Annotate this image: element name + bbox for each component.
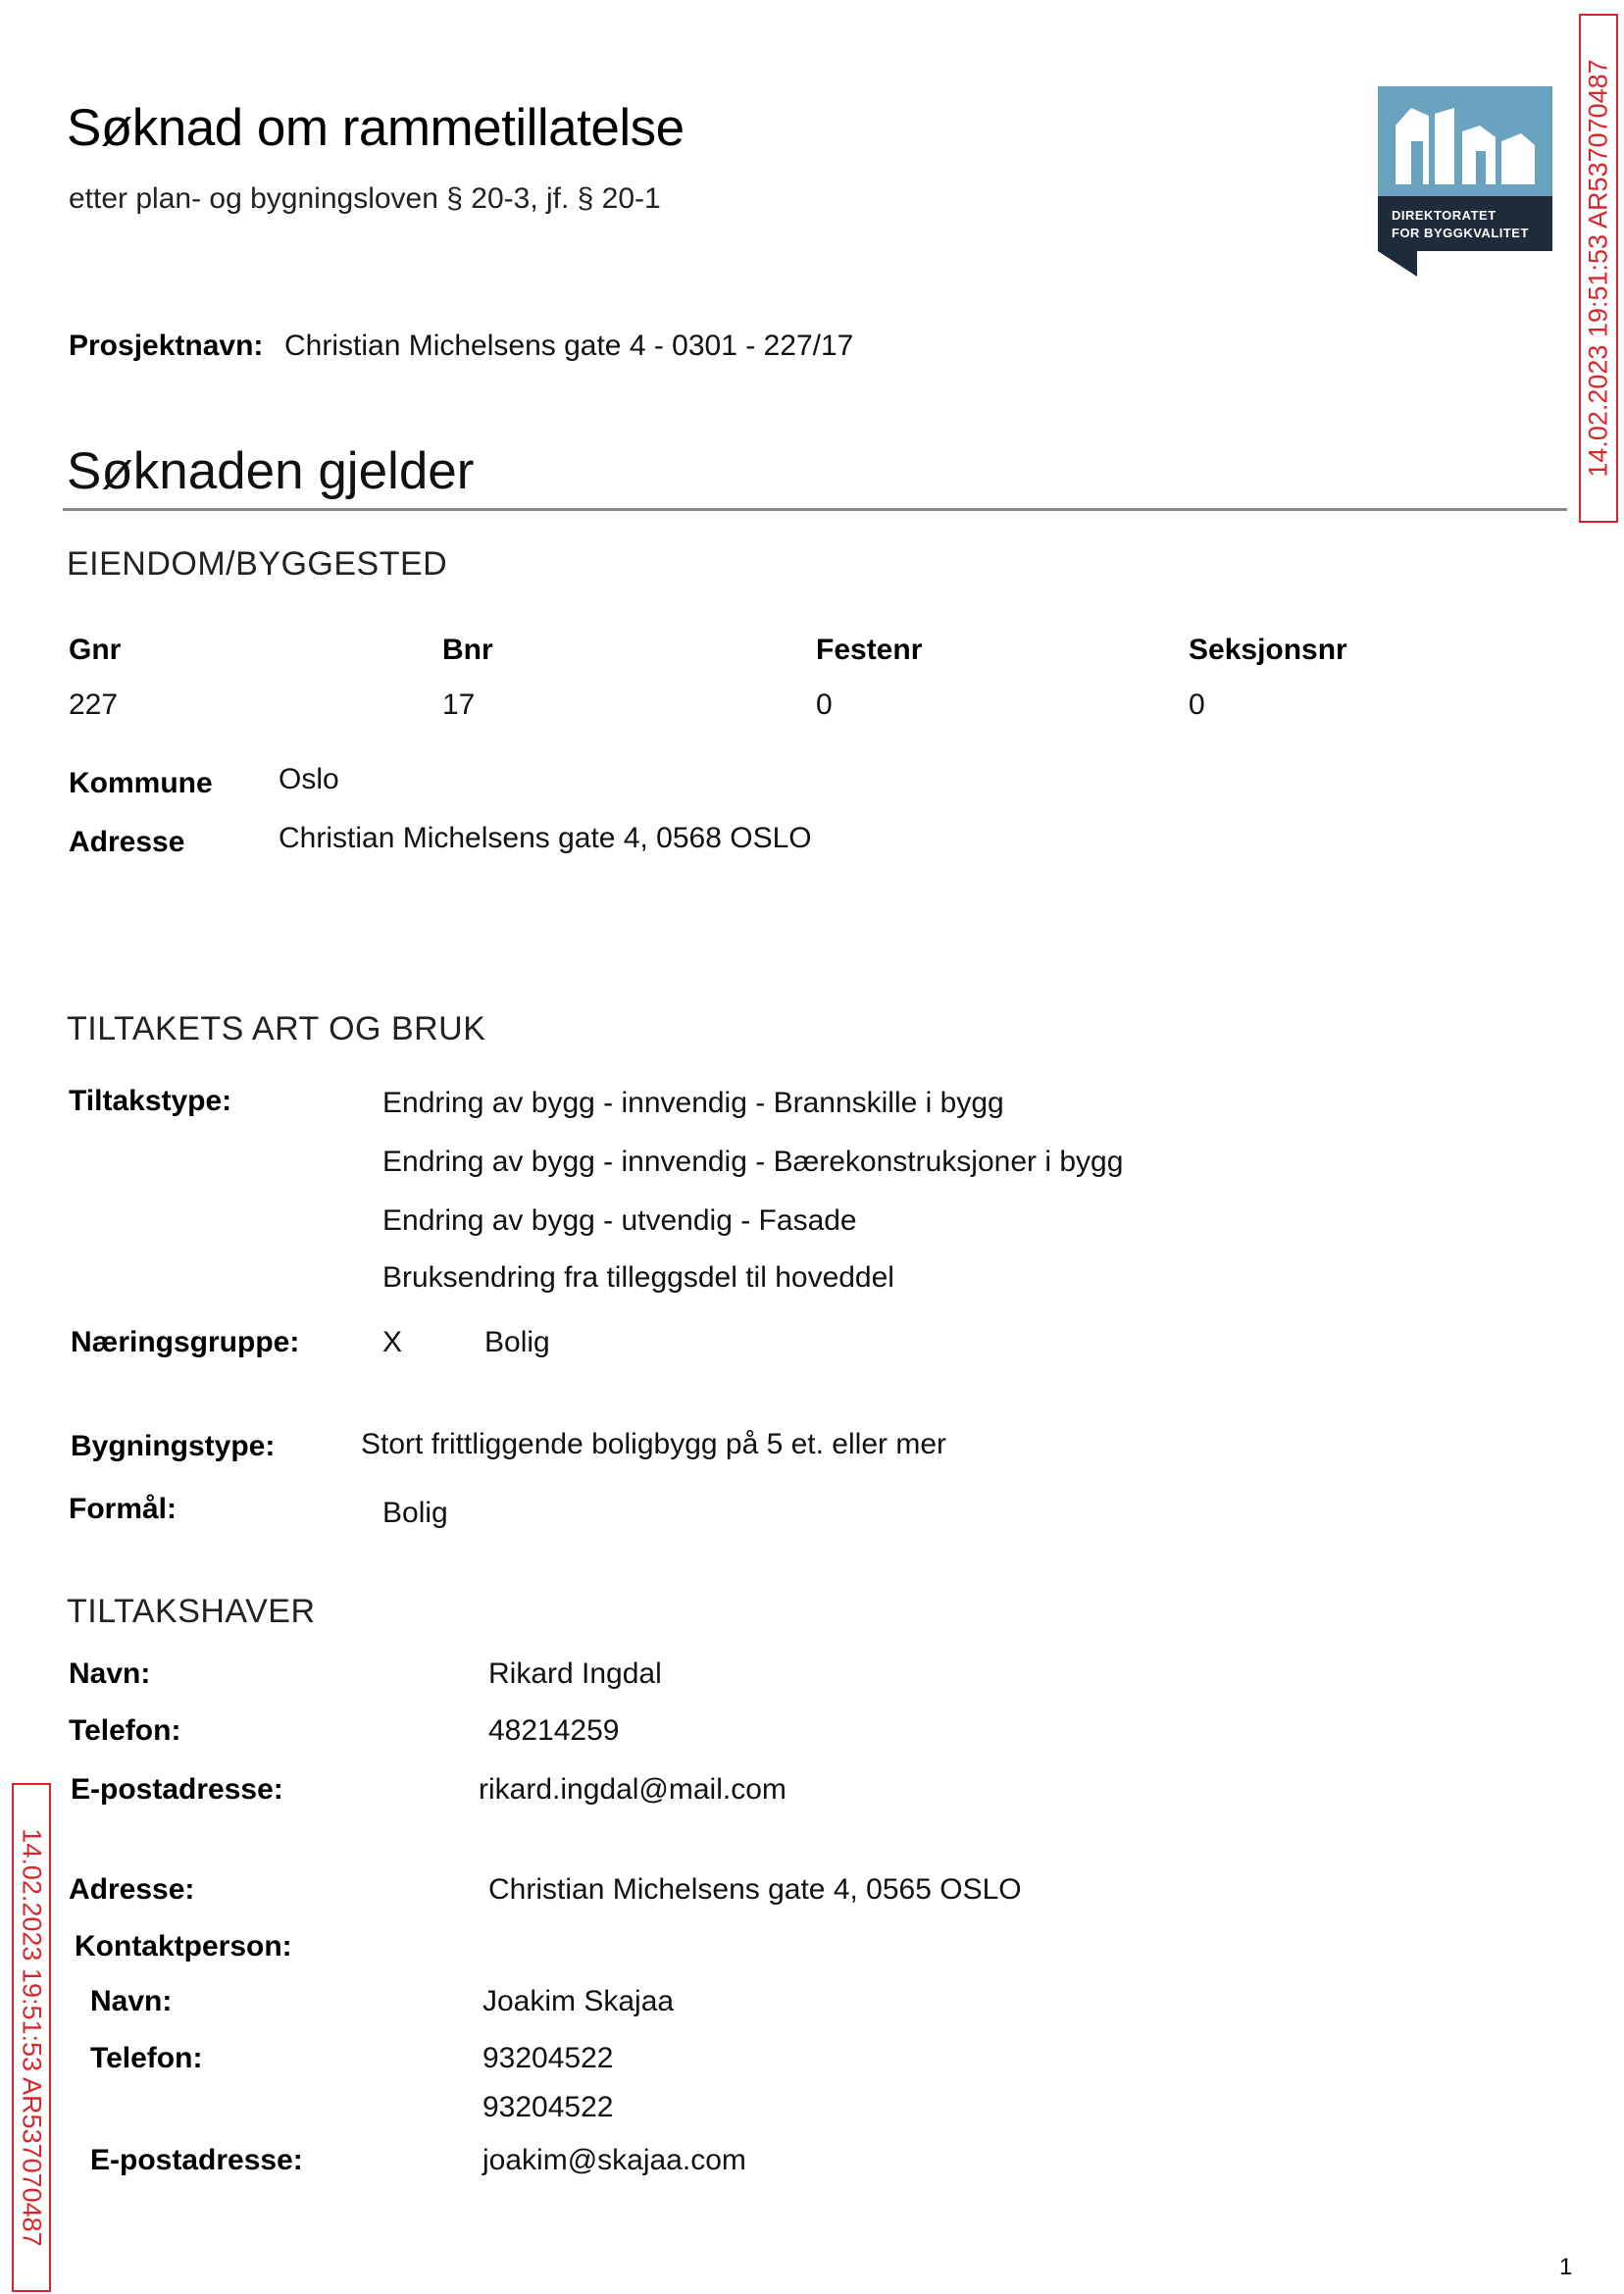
festenr-label: Festenr [816, 634, 923, 666]
tiltakshaver-telefon-label: Telefon: [69, 1714, 181, 1747]
tiltakstype-item: Endring av bygg - innvendig - Bærekonstruksjoner i bygg [382, 1146, 1124, 1178]
kontakt-telefon-value: 93204522 [482, 2042, 614, 2074]
kontakt-epost-value: joakim@skajaa.com [482, 2144, 746, 2176]
naeringsgruppe-label: Næringsgruppe: [71, 1326, 300, 1358]
formaal-label: Formål: [69, 1493, 178, 1525]
tiltakstype-item: Endring av bygg - innvendig - Brannskille i bygg [382, 1087, 1004, 1119]
naeringsgruppe-code: X [382, 1326, 403, 1358]
gnr-value: 227 [69, 688, 119, 721]
tiltakshaver-navn-label: Navn: [69, 1657, 151, 1690]
tiltakshaver-heading: TILTAKSHAVER [67, 1593, 316, 1630]
tiltakstype-label: Tiltakstype: [69, 1085, 232, 1117]
kontakt-epost-label: E-postadresse: [90, 2144, 303, 2176]
festenr-value: 0 [816, 688, 833, 721]
bygningstype-value: Stort frittliggende boligbygg på 5 et. eller mer [361, 1428, 946, 1460]
project-name-label: Prosjektnavn: [69, 330, 264, 362]
direktoratet-logo [1378, 86, 1552, 277]
dibk-logo-icon [1378, 86, 1552, 277]
naeringsgruppe-value: Bolig [484, 1326, 550, 1358]
timestamp-stamp-top [1579, 14, 1618, 523]
tiltakshaver-epost-value: rikard.ingdal@mail.com [479, 1773, 787, 1806]
kommune-value: Oslo [279, 763, 339, 795]
stamp-bottom-text: 14.02.2023 19:51:53 AR537070487 [17, 1828, 47, 2247]
section-divider [63, 508, 1567, 511]
bnr-label: Bnr [442, 634, 493, 666]
tiltakshaver-telefon-value: 48214259 [488, 1714, 620, 1747]
tiltakshaver-adresse-label: Adresse: [69, 1873, 195, 1906]
tiltakshaver-adresse-value: Christian Michelsens gate 4, 0565 OSLO [488, 1873, 1022, 1906]
page-subtitle: etter plan- og bygningsloven § 20-3, jf. § 20-1 [69, 182, 661, 215]
adresse-value: Christian Michelsens gate 4, 0568 OSLO [279, 822, 812, 854]
adresse-label: Adresse [69, 826, 185, 858]
tiltak-heading: TILTAKETS ART OG BRUK [67, 1010, 486, 1047]
property-heading: EIENDOM/BYGGESTED [67, 545, 448, 583]
bnr-value: 17 [442, 688, 476, 721]
kommune-label: Kommune [69, 767, 213, 799]
stamp-top-text: 14.02.2023 19:51:53 AR537070487 [1583, 59, 1613, 478]
section-title: Søknaden gjelder [67, 442, 475, 500]
page-number: 1 [1559, 2254, 1573, 2280]
kontakt-navn-label: Navn: [90, 1985, 173, 2017]
tiltakshaver-epost-label: E-postadresse: [71, 1773, 283, 1806]
kontakt-navn-value: Joakim Skajaa [482, 1985, 675, 2017]
project-name-value: Christian Michelsens gate 4 - 0301 - 227/17 [284, 330, 854, 362]
timestamp-stamp-bottom [12, 1783, 51, 2292]
seksjonsnr-value: 0 [1189, 688, 1205, 721]
bygningstype-label: Bygningstype: [71, 1430, 276, 1462]
logo-text-line1: DIREKTORATET [1392, 208, 1497, 223]
gnr-label: Gnr [69, 634, 122, 666]
kontakt-telefon-value-2: 93204522 [482, 2091, 614, 2123]
kontaktperson-label: Kontaktperson: [75, 1930, 292, 1963]
kontakt-telefon-label: Telefon: [90, 2042, 203, 2074]
seksjonsnr-label: Seksjonsnr [1189, 634, 1347, 666]
logo-text-line2: FOR BYGGKVALITET [1392, 226, 1529, 240]
tiltakshaver-navn-value: Rikard Ingdal [488, 1657, 662, 1690]
tiltakstype-item: Bruksendring fra tilleggsdel til hoveddel [382, 1261, 894, 1294]
tiltakstype-item: Endring av bygg - utvendig - Fasade [382, 1204, 857, 1237]
page-title: Søknad om rammetillatelse [67, 99, 685, 157]
formaal-value: Bolig [382, 1497, 448, 1529]
